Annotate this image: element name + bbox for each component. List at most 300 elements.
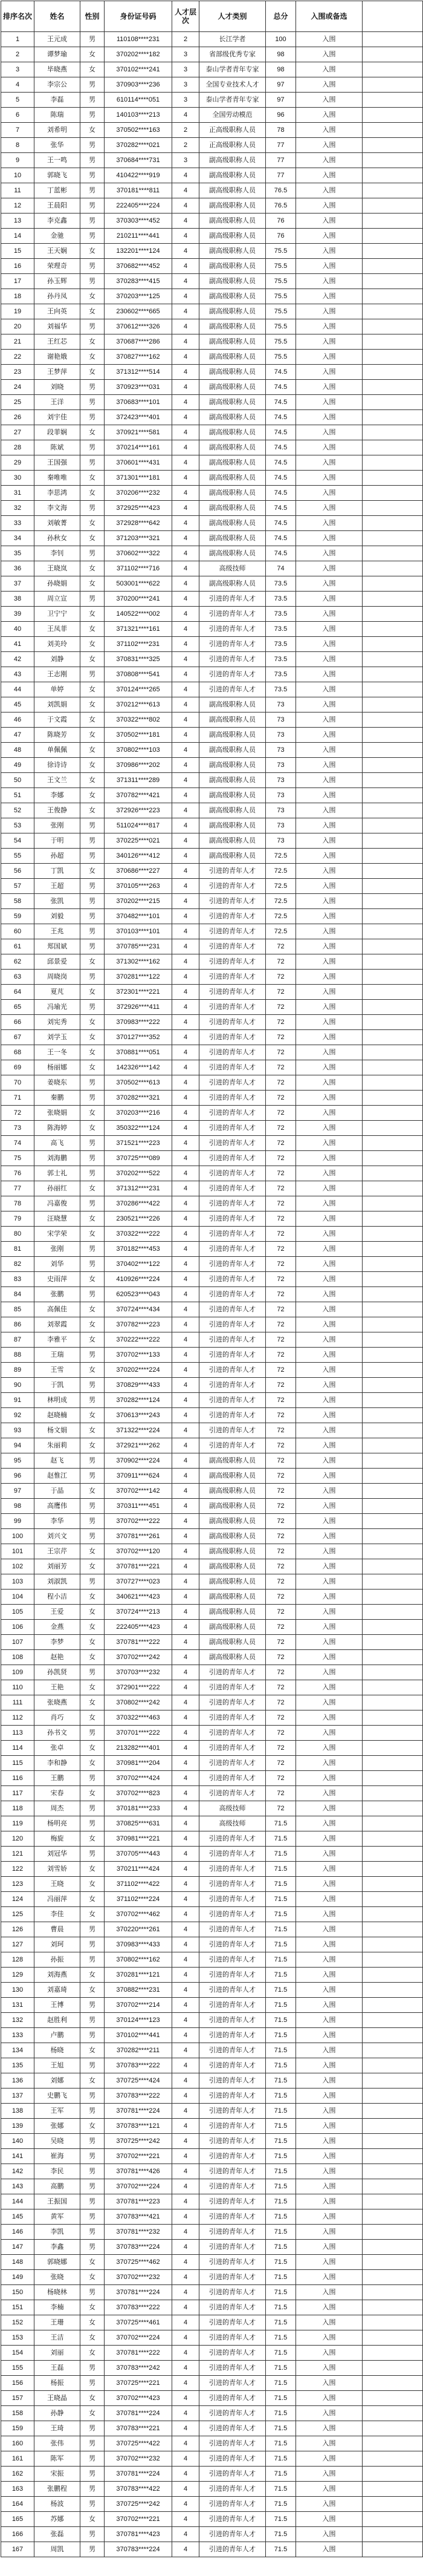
cell-rank: 125 xyxy=(1,1907,34,1922)
table-row xyxy=(1,1030,423,1045)
cell-sex: 男 xyxy=(80,2013,105,2028)
cell-blank xyxy=(363,2225,423,2240)
cell-id-number: 370203****216 xyxy=(105,1106,172,1121)
cell-name: 吴晓 xyxy=(34,2134,80,2149)
cell-name: 王俊静 xyxy=(34,803,80,818)
table-row xyxy=(1,47,423,62)
cell-talent-category: 引进的青年人才 xyxy=(199,1015,266,1030)
table-row xyxy=(1,2376,423,2391)
cell-result: 入围 xyxy=(296,1091,363,1106)
table-row xyxy=(1,1559,423,1574)
cell-sex: 女 xyxy=(80,1332,105,1348)
cell-result: 入围 xyxy=(296,2467,363,2482)
cell-result: 入围 xyxy=(296,1469,363,1484)
cell-talent-category: 引进的青年人才 xyxy=(199,970,266,985)
cell-id-number: 370482****101 xyxy=(105,909,172,924)
cell-sex: 女 xyxy=(80,1877,105,1892)
cell-id-number: 371203****321 xyxy=(105,531,172,546)
cell-result: 入围 xyxy=(296,985,363,1000)
cell-result: 入围 xyxy=(296,1423,363,1438)
cell-sex: 女 xyxy=(80,985,105,1000)
table-row xyxy=(1,1151,423,1166)
cell-total-score: 73 xyxy=(266,743,296,758)
cell-sex: 女 xyxy=(80,637,105,652)
table-row xyxy=(1,2436,423,2451)
cell-rank: 22 xyxy=(1,350,34,365)
cell-blank xyxy=(363,1287,423,1302)
cell-total-score: 72 xyxy=(266,1348,296,1363)
cell-talent-level: 4 xyxy=(172,350,199,365)
cell-blank xyxy=(363,2482,423,2497)
cell-name: 郭晓飞 xyxy=(34,168,80,183)
cell-total-score: 76.5 xyxy=(266,198,296,214)
cell-talent-level: 4 xyxy=(172,576,199,592)
cell-name: 刘翠霞 xyxy=(34,1317,80,1332)
table-row xyxy=(1,259,423,274)
cell-talent-level: 4 xyxy=(172,2225,199,2240)
cell-rank: 64 xyxy=(1,985,34,1000)
table-row xyxy=(1,1242,423,1257)
cell-id-number: 370923****031 xyxy=(105,380,172,395)
cell-name: 刘华 xyxy=(34,1257,80,1272)
cell-result: 入围 xyxy=(296,697,363,712)
cell-talent-level: 4 xyxy=(172,1968,199,1983)
cell-id-number: 370702****224 xyxy=(105,2179,172,2194)
cell-name: 张晓 xyxy=(34,2270,80,2285)
cell-talent-level: 4 xyxy=(172,546,199,561)
cell-blank xyxy=(363,1529,423,1544)
cell-talent-level: 4 xyxy=(172,1181,199,1196)
cell-talent-category: 副高级职称人员 xyxy=(199,1620,266,1635)
cell-blank xyxy=(363,274,423,289)
cell-talent-category: 引进的青年人才 xyxy=(199,1907,266,1922)
cell-result: 入围 xyxy=(296,395,363,410)
cell-result: 入围 xyxy=(296,1257,363,1272)
table-row xyxy=(1,123,423,138)
cell-talent-category: 引进的青年人才 xyxy=(199,894,266,909)
table-row xyxy=(1,1741,423,1756)
cell-talent-level: 4 xyxy=(172,289,199,304)
cell-id-number: 370781****426 xyxy=(105,2164,172,2179)
cell-talent-category: 引进的青年人才 xyxy=(199,2028,266,2043)
cell-talent-category: 引进的青年人才 xyxy=(199,2134,266,2149)
cell-talent-level: 4 xyxy=(172,1211,199,1227)
cell-id-number: 370725****461 xyxy=(105,2315,172,2330)
cell-talent-level: 4 xyxy=(172,1030,199,1045)
cell-talent-level: 4 xyxy=(172,607,199,622)
cell-blank xyxy=(363,1317,423,1332)
cell-name: 高飞 xyxy=(34,1136,80,1151)
cell-name: 赵晓楠 xyxy=(34,1408,80,1423)
table-row xyxy=(1,1529,423,1544)
cell-id-number: 230521****226 xyxy=(105,1211,172,1227)
cell-talent-category: 副高级职称人员 xyxy=(199,803,266,818)
cell-total-score: 73.5 xyxy=(266,652,296,667)
cell-sex: 男 xyxy=(80,77,105,93)
cell-blank xyxy=(363,1045,423,1060)
cell-rank: 103 xyxy=(1,1574,34,1590)
cell-total-score: 72 xyxy=(266,1211,296,1227)
cell-talent-category: 引进的青年人才 xyxy=(199,2346,266,2361)
cell-total-score: 72 xyxy=(266,1529,296,1544)
table-row xyxy=(1,138,423,153)
cell-talent-level: 4 xyxy=(172,516,199,531)
header-result: 入围或备选 xyxy=(296,1,363,32)
cell-result: 入围 xyxy=(296,1816,363,1831)
cell-result: 入围 xyxy=(296,1635,363,1650)
cell-id-number: 370222****222 xyxy=(105,1332,172,1348)
cell-rank: 3 xyxy=(1,62,34,77)
cell-rank: 93 xyxy=(1,1423,34,1438)
cell-talent-level: 4 xyxy=(172,1015,199,1030)
cell-talent-category: 副高级职称人员 xyxy=(199,516,266,531)
cell-blank xyxy=(363,1060,423,1075)
cell-result: 入围 xyxy=(296,1075,363,1091)
cell-name: 刘丽 xyxy=(34,2346,80,2361)
cell-sex: 女 xyxy=(80,289,105,304)
table-row xyxy=(1,2421,423,2436)
cell-id-number: 370702****120 xyxy=(105,1544,172,1559)
cell-blank xyxy=(363,1847,423,1862)
cell-id-number: 370281****121 xyxy=(105,1968,172,1983)
cell-rank: 21 xyxy=(1,334,34,350)
cell-talent-category: 引进的青年人才 xyxy=(199,1695,266,1710)
cell-total-score: 72 xyxy=(266,1196,296,1211)
cell-rank: 149 xyxy=(1,2270,34,2285)
cell-name: 李凯 xyxy=(34,2225,80,2240)
cell-sex: 男 xyxy=(80,2285,105,2300)
cell-total-score: 71.5 xyxy=(266,2119,296,2134)
cell-blank xyxy=(363,2255,423,2270)
cell-result: 入围 xyxy=(296,1680,363,1695)
cell-name: 孙超 xyxy=(34,849,80,864)
cell-talent-level: 4 xyxy=(172,1151,199,1166)
cell-result: 入围 xyxy=(296,1831,363,1847)
cell-total-score: 71.5 xyxy=(266,2406,296,2421)
cell-talent-category: 副高级职称人员 xyxy=(199,244,266,259)
cell-sex: 男 xyxy=(80,1726,105,1741)
cell-talent-level: 4 xyxy=(172,380,199,395)
header-talent-category: 人才类别 xyxy=(199,1,266,32)
cell-talent-level: 4 xyxy=(172,1862,199,1877)
cell-name: 高鹏 xyxy=(34,2179,80,2194)
cell-sex: 女 xyxy=(80,607,105,622)
cell-blank xyxy=(363,1620,423,1635)
cell-sex: 女 xyxy=(80,652,105,667)
cell-talent-category: 引进的青年人才 xyxy=(199,2104,266,2119)
cell-id-number: 370202****224 xyxy=(105,1363,172,1378)
cell-total-score: 72 xyxy=(266,1015,296,1030)
cell-total-score: 71.5 xyxy=(266,1816,296,1831)
cell-talent-level: 4 xyxy=(172,1121,199,1136)
cell-id-number: 371321****161 xyxy=(105,622,172,637)
cell-sex: 男 xyxy=(80,1287,105,1302)
cell-total-score: 73 xyxy=(266,818,296,833)
cell-name: 张磊 xyxy=(34,2527,80,2542)
cell-total-score: 71.5 xyxy=(266,2527,296,2542)
cell-sex: 女 xyxy=(80,576,105,592)
cell-result: 入围 xyxy=(296,2119,363,2134)
cell-blank xyxy=(363,1438,423,1453)
cell-talent-category: 引进的青年人才 xyxy=(199,2421,266,2436)
cell-total-score: 72 xyxy=(266,1378,296,1393)
cell-talent-category: 副高级职称人员 xyxy=(199,153,266,168)
cell-sex: 女 xyxy=(80,1484,105,1499)
cell-total-score: 71.5 xyxy=(266,2421,296,2436)
cell-total-score: 72 xyxy=(266,1695,296,1710)
cell-sex: 男 xyxy=(80,1257,105,1272)
cell-name: 夏芃 xyxy=(34,985,80,1000)
cell-rank: 97 xyxy=(1,1484,34,1499)
cell-talent-category: 引进的青年人才 xyxy=(199,2376,266,2391)
cell-id-number: 370225****021 xyxy=(105,833,172,849)
cell-rank: 15 xyxy=(1,244,34,259)
cell-talent-level: 4 xyxy=(172,1242,199,1257)
cell-talent-category: 引进的青年人才 xyxy=(199,2164,266,2179)
cell-id-number: 370103****101 xyxy=(105,924,172,939)
cell-sex: 女 xyxy=(80,1438,105,1453)
cell-talent-category: 引进的青年人才 xyxy=(199,1892,266,1907)
cell-id-number: 370725****424 xyxy=(105,2073,172,2089)
cell-sex: 女 xyxy=(80,1045,105,1060)
cell-id-number: 410422****919 xyxy=(105,168,172,183)
cell-talent-level: 4 xyxy=(172,712,199,728)
cell-name: 周立宣 xyxy=(34,592,80,607)
table-row xyxy=(1,380,423,395)
cell-result: 入围 xyxy=(296,1710,363,1726)
cell-name: 王兆 xyxy=(34,924,80,939)
cell-talent-level: 4 xyxy=(172,2179,199,2194)
cell-rank: 141 xyxy=(1,2149,34,2164)
cell-rank: 105 xyxy=(1,1605,34,1620)
cell-blank xyxy=(363,1211,423,1227)
cell-id-number: 371102****224 xyxy=(105,1892,172,1907)
cell-result: 入围 xyxy=(296,62,363,77)
cell-blank xyxy=(363,1650,423,1665)
cell-rank: 46 xyxy=(1,712,34,728)
cell-blank xyxy=(363,728,423,743)
cell-total-score: 71.5 xyxy=(266,2512,296,2527)
cell-id-number: 370702****232 xyxy=(105,2270,172,2285)
cell-total-score: 72 xyxy=(266,1620,296,1635)
cell-id-number: 371312****514 xyxy=(105,365,172,380)
cell-blank xyxy=(363,1453,423,1469)
cell-name: 王晓岚 xyxy=(34,561,80,576)
table-row xyxy=(1,1499,423,1514)
cell-rank: 60 xyxy=(1,924,34,939)
cell-total-score: 98 xyxy=(266,62,296,77)
cell-blank xyxy=(363,1786,423,1801)
table-row xyxy=(1,501,423,516)
cell-rank: 66 xyxy=(1,1015,34,1030)
cell-blank xyxy=(363,2134,423,2149)
cell-total-score: 75.5 xyxy=(266,334,296,350)
cell-id-number: 370705****443 xyxy=(105,1847,172,1862)
table-row xyxy=(1,486,423,501)
cell-talent-level: 4 xyxy=(172,274,199,289)
cell-total-score: 72 xyxy=(266,1136,296,1151)
cell-talent-level: 4 xyxy=(172,2330,199,2346)
cell-sex: 男 xyxy=(80,818,105,833)
cell-id-number: 370724****434 xyxy=(105,1302,172,1317)
cell-rank: 144 xyxy=(1,2194,34,2209)
cell-talent-category: 副高级职称人员 xyxy=(199,501,266,516)
cell-id-number: 370902****224 xyxy=(105,1453,172,1469)
table-row xyxy=(1,62,423,77)
cell-total-score: 72 xyxy=(266,1106,296,1121)
cell-blank xyxy=(363,2315,423,2330)
cell-total-score: 72 xyxy=(266,1650,296,1665)
cell-sex: 男 xyxy=(80,924,105,939)
cell-total-score: 71.5 xyxy=(266,2028,296,2043)
cell-rank: 10 xyxy=(1,168,34,183)
cell-result: 入围 xyxy=(296,2043,363,2058)
cell-name: 王国强 xyxy=(34,455,80,471)
cell-sex: 男 xyxy=(80,1816,105,1831)
cell-total-score: 72 xyxy=(266,1393,296,1408)
cell-talent-category: 副高级职称人员 xyxy=(199,1574,266,1590)
cell-id-number: 370783****421 xyxy=(105,2209,172,2225)
cell-total-score: 71.5 xyxy=(266,2497,296,2512)
cell-talent-category: 引进的青年人才 xyxy=(199,2225,266,2240)
cell-talent-level: 4 xyxy=(172,471,199,486)
cell-talent-level: 4 xyxy=(172,2164,199,2179)
cell-rank: 72 xyxy=(1,1106,34,1121)
cell-name: 汪晓慧 xyxy=(34,1211,80,1227)
cell-name: 于明 xyxy=(34,833,80,849)
cell-result: 入围 xyxy=(296,2058,363,2073)
table-row xyxy=(1,1408,423,1423)
cell-sex: 女 xyxy=(80,2119,105,2134)
cell-blank xyxy=(363,259,423,274)
cell-result: 入围 xyxy=(296,168,363,183)
cell-blank xyxy=(363,1106,423,1121)
cell-id-number: 371301****181 xyxy=(105,471,172,486)
table-row xyxy=(1,637,423,652)
cell-blank xyxy=(363,501,423,516)
cell-talent-category: 引进的青年人才 xyxy=(199,1423,266,1438)
cell-blank xyxy=(363,1499,423,1514)
header-rank: 排序名次 xyxy=(1,1,34,32)
cell-sex: 男 xyxy=(80,2376,105,2391)
cell-total-score: 71.5 xyxy=(266,1952,296,1968)
cell-talent-level: 4 xyxy=(172,214,199,229)
table-row xyxy=(1,894,423,909)
cell-result: 入围 xyxy=(296,970,363,985)
cell-blank xyxy=(363,697,423,712)
cell-name: 刘希明 xyxy=(34,123,80,138)
cell-total-score: 76 xyxy=(266,214,296,229)
cell-total-score: 72 xyxy=(266,1559,296,1574)
cell-id-number: 371311****289 xyxy=(105,773,172,788)
cell-result: 入围 xyxy=(296,576,363,592)
cell-talent-category: 引进的青年人才 xyxy=(199,1287,266,1302)
table-row xyxy=(1,304,423,319)
cell-id-number: 370282****124 xyxy=(105,1393,172,1408)
cell-id-number: 370783****222 xyxy=(105,2058,172,2073)
cell-name: 李梦 xyxy=(34,1635,80,1650)
cell-talent-level: 3 xyxy=(172,62,199,77)
cell-sex: 女 xyxy=(80,773,105,788)
cell-rank: 147 xyxy=(1,2240,34,2255)
cell-id-number: 370911****624 xyxy=(105,1469,172,1484)
cell-talent-category: 引进的青年人才 xyxy=(199,1408,266,1423)
cell-blank xyxy=(363,1816,423,1831)
table-row xyxy=(1,319,423,334)
cell-rank: 121 xyxy=(1,1847,34,1862)
cell-id-number: 370127****352 xyxy=(105,1030,172,1045)
cell-id-number: 372926****411 xyxy=(105,1000,172,1015)
cell-total-score: 78 xyxy=(266,123,296,138)
cell-total-score: 71.5 xyxy=(266,1937,296,1952)
cell-talent-level: 4 xyxy=(172,1484,199,1499)
cell-talent-level: 4 xyxy=(172,2361,199,2376)
cell-talent-category: 引进的青年人才 xyxy=(199,2451,266,2467)
cell-talent-level: 4 xyxy=(172,455,199,471)
cell-blank xyxy=(363,1771,423,1786)
table-row xyxy=(1,1937,423,1952)
cell-id-number: 370124****265 xyxy=(105,682,172,697)
cell-sex: 女 xyxy=(80,1181,105,1196)
table-row xyxy=(1,667,423,682)
cell-rank: 38 xyxy=(1,592,34,607)
cell-sex: 男 xyxy=(80,1665,105,1680)
table-row xyxy=(1,803,423,818)
cell-total-score: 72.5 xyxy=(266,924,296,939)
cell-blank xyxy=(363,153,423,168)
cell-talent-level: 4 xyxy=(172,365,199,380)
cell-result: 入围 xyxy=(296,773,363,788)
cell-sex: 女 xyxy=(80,47,105,62)
table-row xyxy=(1,546,423,561)
cell-talent-level: 4 xyxy=(172,425,199,440)
cell-talent-level: 2 xyxy=(172,32,199,47)
cell-talent-level: 4 xyxy=(172,1952,199,1968)
cell-name: 王琦 xyxy=(34,2421,80,2436)
cell-name: 郭晓娜 xyxy=(34,2255,80,2270)
cell-name: 张凯 xyxy=(34,894,80,909)
cell-talent-level: 4 xyxy=(172,2436,199,2451)
cell-sex: 女 xyxy=(80,1862,105,1877)
cell-sex: 女 xyxy=(80,1620,105,1635)
cell-sex: 男 xyxy=(80,939,105,954)
cell-talent-category: 副高级职称人员 xyxy=(199,214,266,229)
cell-talent-level: 4 xyxy=(172,2013,199,2028)
cell-blank xyxy=(363,2164,423,2179)
table-row xyxy=(1,1015,423,1030)
cell-total-score: 72 xyxy=(266,985,296,1000)
cell-blank xyxy=(363,894,423,909)
table-row xyxy=(1,849,423,864)
table-row xyxy=(1,1726,423,1741)
cell-talent-level: 4 xyxy=(172,2134,199,2149)
cell-rank: 44 xyxy=(1,682,34,697)
cell-name: 李楠 xyxy=(34,2300,80,2315)
cell-result: 入围 xyxy=(296,1907,363,1922)
cell-talent-level: 4 xyxy=(172,1045,199,1060)
cell-talent-category: 引进的青年人才 xyxy=(199,1302,266,1317)
cell-rank: 1 xyxy=(1,32,34,47)
cell-total-score: 71.5 xyxy=(266,2013,296,2028)
table-row xyxy=(1,1091,423,1106)
cell-talent-category: 引进的青年人才 xyxy=(199,1045,266,1060)
cell-talent-category: 副高级职称人员 xyxy=(199,229,266,244)
cell-id-number: 372423****401 xyxy=(105,410,172,425)
cell-rank: 100 xyxy=(1,1529,34,1544)
cell-talent-category: 引进的青年人才 xyxy=(199,2043,266,2058)
cell-talent-category: 副高级职称人员 xyxy=(199,168,266,183)
cell-rank: 62 xyxy=(1,954,34,970)
